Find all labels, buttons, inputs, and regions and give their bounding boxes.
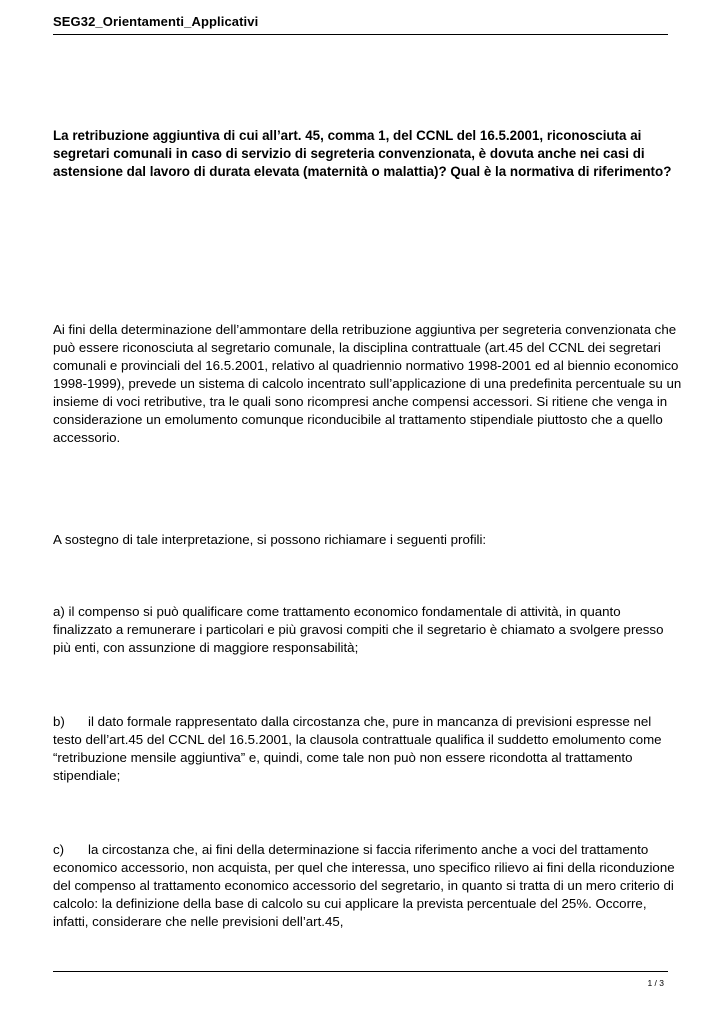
point-c-marker: c): [53, 842, 65, 857]
page-header-title: SEG32_Orientamenti_Applicativi: [53, 14, 259, 29]
question-heading: La retribuzione aggiuntiva di cui all’art. 45, comma 1, del CCNL del 16.5.2001, riconosciuta ai segretari comunali in caso di servizio di segreteria convenzionata, è dovuta anche nei casi di astensione dal lavoro di durata elevata (maternità o malattia)? Qual è la normativa di riferimento?: [53, 128, 672, 179]
point-c-paragraph: [53, 841, 683, 931]
intro-paragraph: Ai fini della determinazione dell’ammontare della retribuzione aggiuntiva per segreteria convenzionata che può essere riconosciuta al segretario comunale, la disciplina contrattuale (art.45 del CCNL dei segretari comunali e provinciali del 16.5.2001, relativo al quadriennio normativo 1998-2001 ed al biennio economico 1998-1999), prevede un sistema di calcolo incentrato sull’applicazione di una predefinita percentuale su un insieme di voci retributive, tra le quali sono ricompresi anche compensi accessori. Si ritiene che venga in considerazione un emolumento comunque riconducibile al trattamento stipendiale piuttosto che a quello accessorio.: [53, 322, 682, 445]
point-b-text: il dato formale rappresentato dalla circostanza che, pure in mancanza di previsioni espresse nel testo dell’art.45 del CCNL del 16.5.2001, la clausola contrattuale qualifica il suddetto emolumento come “retribuzione mensile aggiuntiva” e, quindi, come tale non può non essere ricondotta al trattamento stipendiale;: [53, 714, 662, 783]
point-a-paragraph: a) il compenso si può qualificare come trattamento economico fondamentale di attività, in quanto finalizzato a remunerare i particolari e più gravosi compiti che il segretario è chiamato a svolgere presso più enti, con assunzione di maggiore responsabilità;: [53, 604, 664, 655]
page-number: 1 / 3: [647, 978, 664, 988]
point-b-paragraph: [53, 713, 683, 785]
footer-divider: [53, 971, 668, 972]
point-c-text: la circostanza che, ai fini della determinazione si faccia riferimento anche a voci del trattamento economico accessorio, non acquista, per quel che interessa, uno specifico rilievo ai fini della riconduzione del compenso al trattamento economico accessorio del segretario, in quanto si tratta di un mero criterio di calcolo: la definizione della base di calcolo su cui applicare la prevista percentuale del 25%. Occorre, infatti, considerare che nelle previsioni dell’art.45,: [53, 842, 675, 929]
point-b-marker: b): [53, 714, 65, 729]
support-paragraph: A sostegno di tale interpretazione, si possono richiamare i seguenti profili:: [53, 532, 487, 547]
header-divider: [53, 34, 668, 35]
